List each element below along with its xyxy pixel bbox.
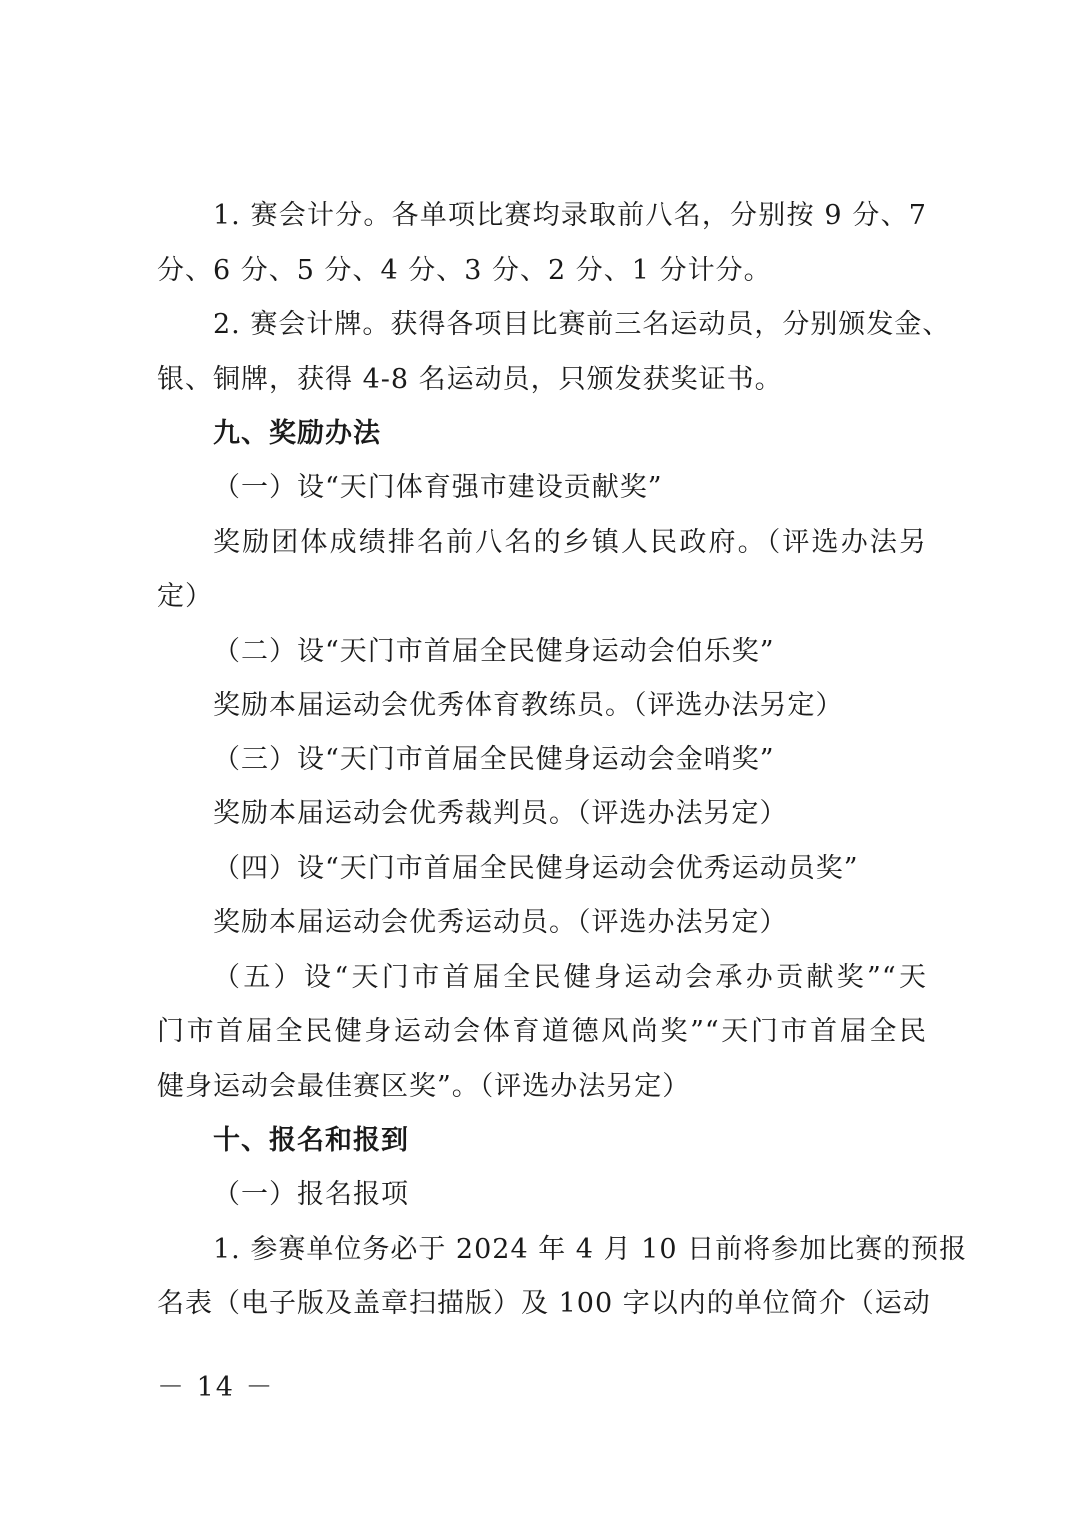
paragraph-line: 银、铜牌，获得 4-8 名运动员，只颁发获奖证书。: [157, 364, 783, 395]
paragraph-line: 奖励团体成绩排名前八名的乡镇人民政府。（评选办法另: [213, 527, 927, 558]
section-heading: 十、报名和报到: [213, 1125, 409, 1156]
paragraph-line: 定）: [157, 581, 213, 612]
subsection-heading: （三）设“天门市首届全民健身运动会金哨奖”: [213, 744, 775, 775]
paragraph-line: 分、6 分、5 分、4 分、3 分、2 分、1 分计分。: [157, 255, 772, 286]
paragraph-line: 1. 参赛单位务必于 2024 年 4 月 10 日前将参加比赛的预报: [213, 1234, 968, 1265]
subsection-heading: （二）设“天门市首届全民健身运动会伯乐奖”: [213, 636, 775, 667]
subsection-heading: （一）设“天门体育强市建设贡献奖”: [213, 472, 663, 503]
section-heading: 九、奖励办法: [213, 418, 381, 449]
paragraph-line: 奖励本届运动会优秀体育教练员。（评选办法另定）: [213, 690, 844, 721]
subsection-heading: （四）设“天门市首届全民健身运动会优秀运动员奖”: [213, 853, 859, 884]
paragraph-line: 门市首届全民健身运动会体育道德风尚奖”“天门市首届全民: [157, 1016, 927, 1047]
paragraph-line: 奖励本届运动会优秀裁判员。（评选办法另定）: [213, 798, 788, 829]
paragraph-line: 健身运动会最佳赛区奖”。（评选办法另定）: [157, 1071, 691, 1102]
page-number: － 14 －: [157, 1372, 275, 1403]
paragraph-line: 2. 赛会计牌。获得各项目比赛前三名运动员，分别颁发金、: [213, 309, 951, 340]
paragraph-line: 奖励本届运动会优秀运动员。（评选办法另定）: [213, 907, 788, 938]
subsection-heading: （五）设“天门市首届全民健身运动会承办贡献奖”“天: [213, 962, 927, 993]
subsection-heading: （一）报名报项: [213, 1179, 409, 1210]
paragraph-line: 1. 赛会计分。各单项比赛均录取前八名，分别按 9 分、7: [213, 200, 927, 231]
paragraph-line: 名表（电子版及盖章扫描版）及 100 字以内的单位简介（运动: [157, 1288, 931, 1319]
